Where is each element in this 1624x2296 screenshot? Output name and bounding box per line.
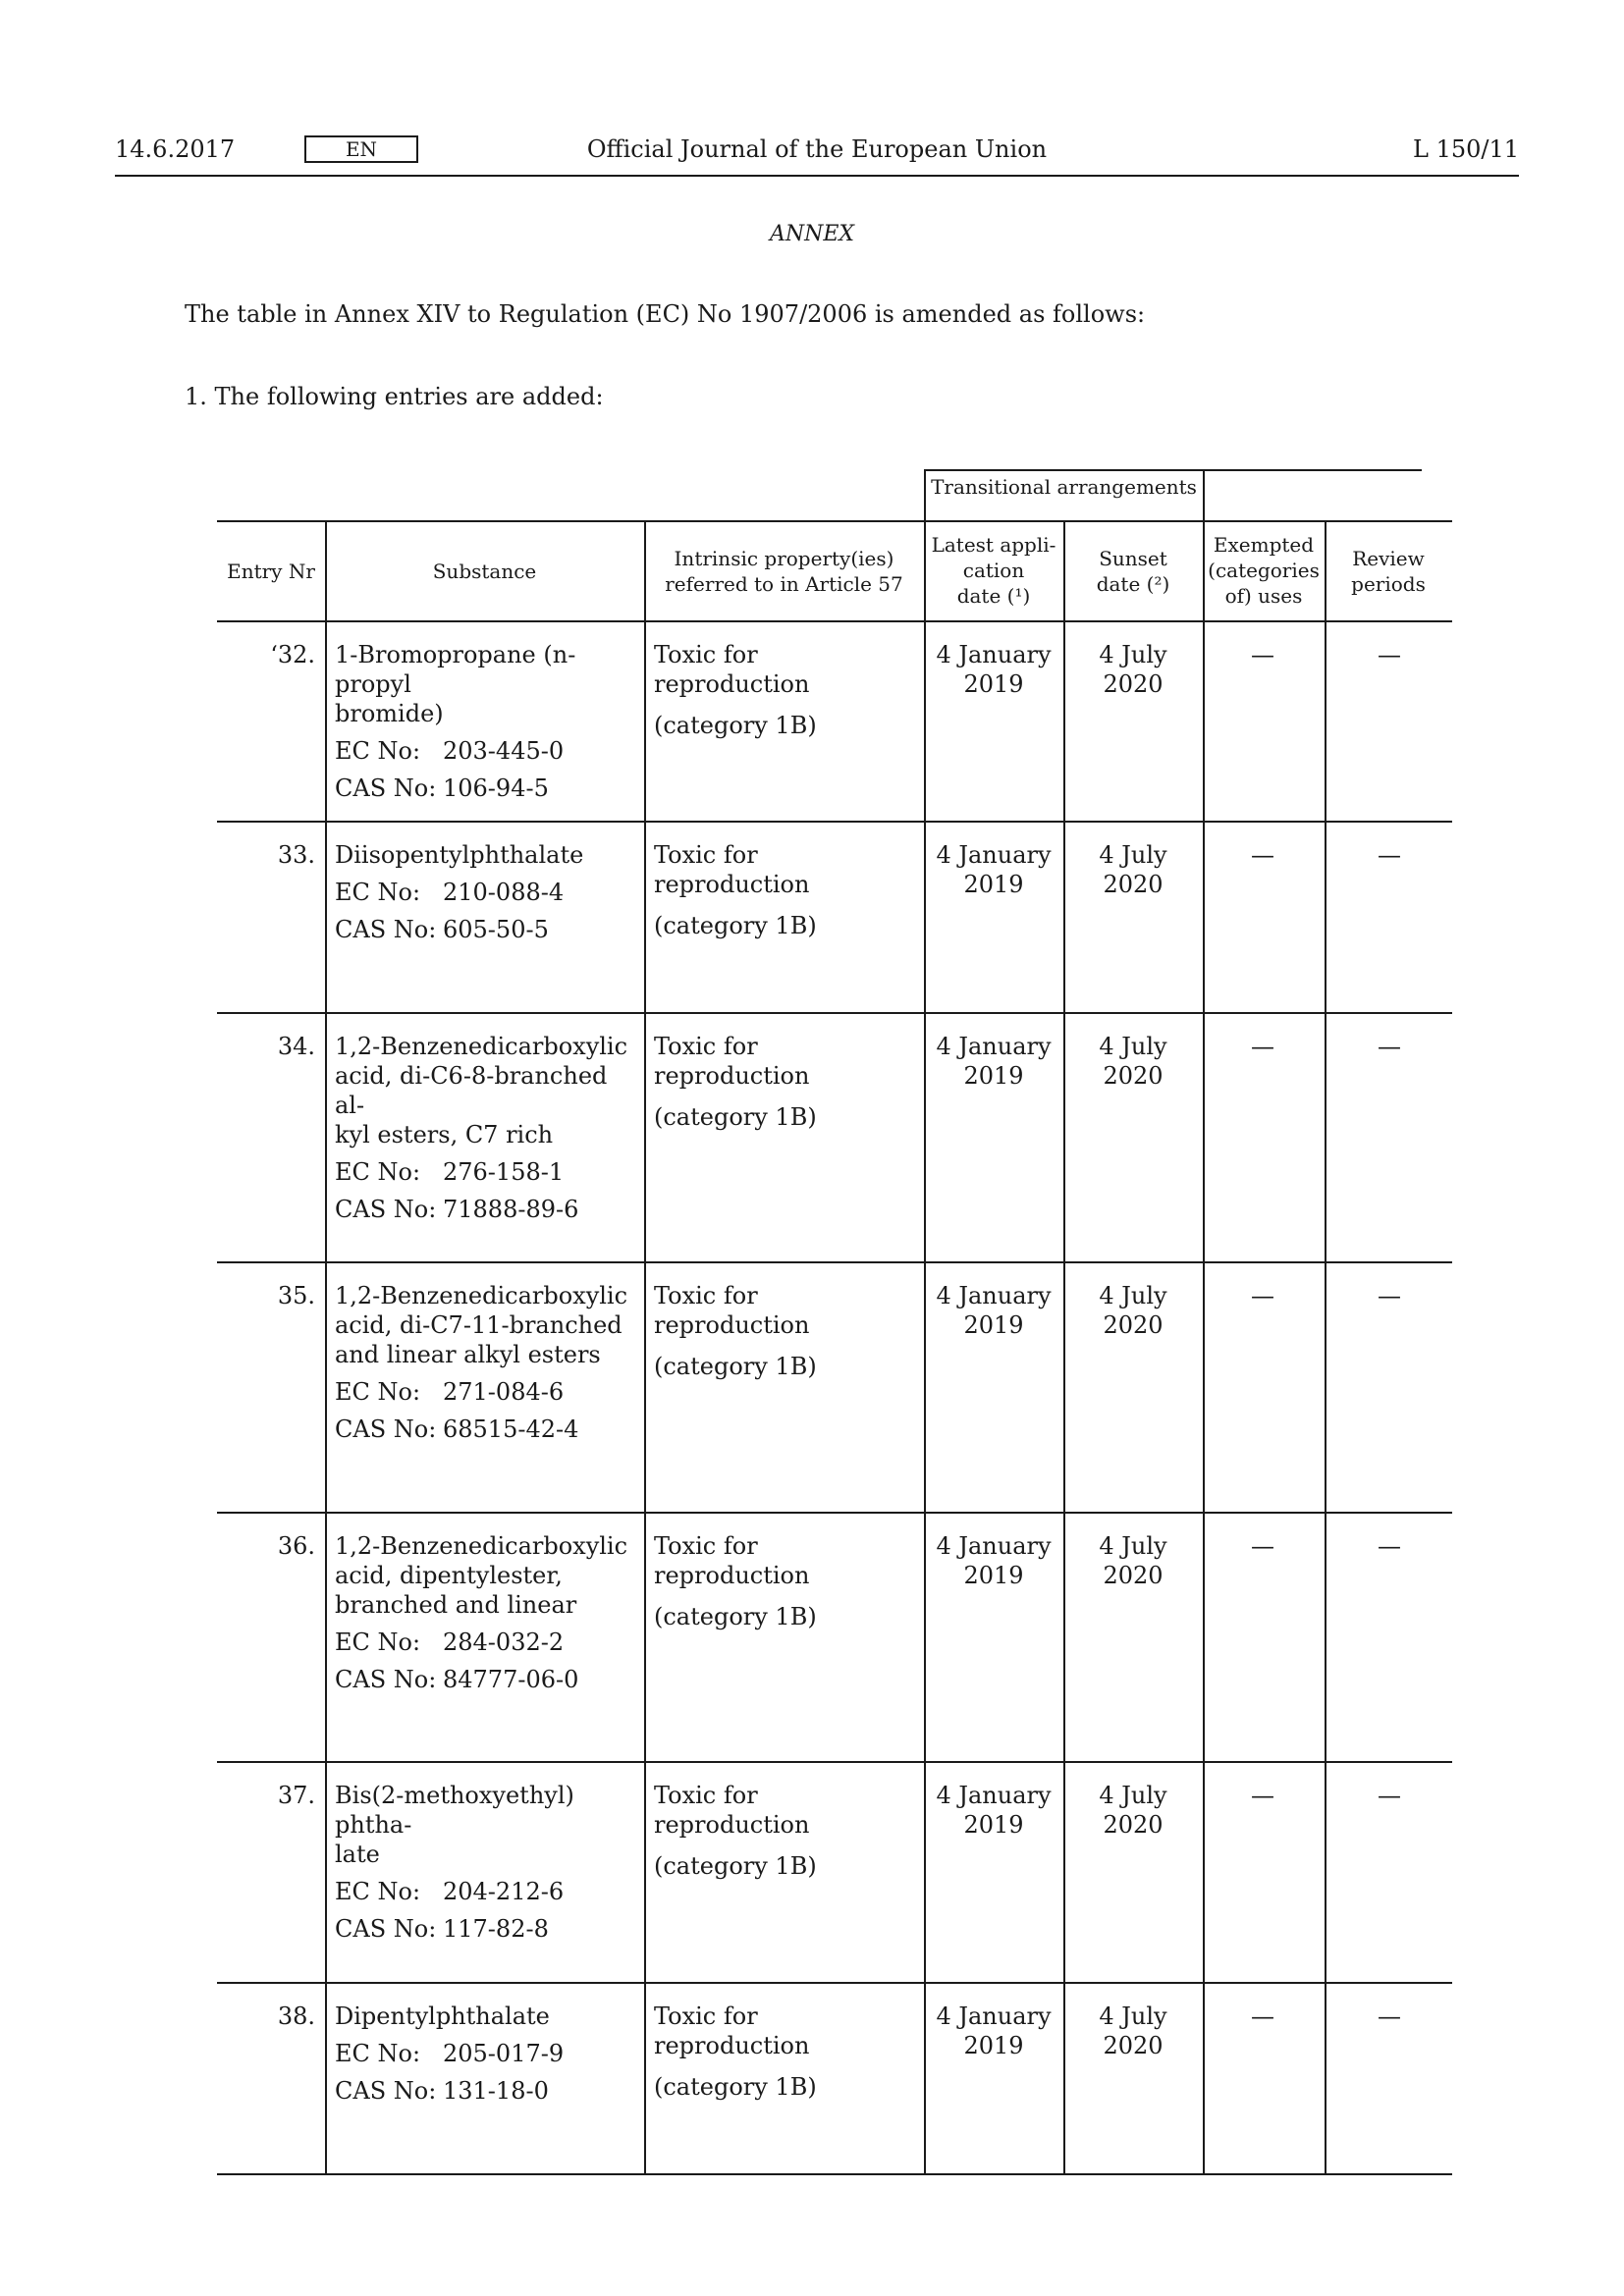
sunset-date-line: 4 July (1099, 2002, 1167, 2030)
sunset-date-line: 4 July (1099, 1782, 1167, 1809)
exempted-uses: — (1251, 2002, 1274, 2030)
publication-date: 14.6.2017 (115, 135, 236, 163)
ec-value: 284-032-2 (443, 1629, 565, 1656)
latest-application-date (924, 1281, 1063, 1340)
col-header-intrinsic-property: Intrinsic property(ies) referred to in Article 57 (665, 547, 903, 596)
row-bottom-border (217, 1982, 1452, 1984)
col-header-exempted-uses: Exempted (categories of) uses (1208, 533, 1320, 608)
ec-number (335, 1877, 634, 1906)
entry-number: 37. (277, 1782, 315, 1809)
point-1: 1. The following entries are added: (185, 383, 604, 410)
review-periods: — (1378, 641, 1401, 668)
latest-application-date-line: 2019 (963, 670, 1024, 698)
annex-table (217, 0, 1452, 2296)
sunset-date-line: 4 July (1099, 1282, 1167, 1309)
cas-number (335, 1665, 634, 1694)
col-header-substance: Substance (432, 560, 537, 583)
row-bottom-border (217, 821, 1452, 823)
substance-cell (335, 840, 634, 944)
language-badge: EN (304, 135, 418, 163)
substance-name-line: bromide) (335, 700, 444, 727)
column-divider (924, 520, 926, 2175)
sunset-date-line: 2020 (1103, 871, 1164, 898)
intrinsic-property-line: (category 1B) (654, 1103, 817, 1131)
ec-value: 210-088-4 (443, 879, 565, 906)
substance-name-line: 1-Bromopropane (n-propyl (335, 641, 576, 698)
latest-application-date (924, 640, 1063, 699)
substance-name-line: late (335, 1841, 380, 1868)
cas-label: CAS No: (335, 1415, 437, 1443)
latest-application-date-line: 2019 (963, 2032, 1024, 2059)
cas-label: CAS No: (335, 1196, 437, 1223)
review-periods: — (1378, 1282, 1401, 1309)
substance-name-line: and linear alkyl esters (335, 1341, 601, 1368)
sunset-date-line: 2020 (1103, 1811, 1164, 1839)
ec-value: 203-445-0 (443, 737, 565, 765)
ec-number (335, 1377, 634, 1407)
exempted-uses: — (1251, 1782, 1274, 1809)
cas-value: 71888-89-6 (443, 1196, 579, 1223)
sunset-date-line: 4 July (1099, 1033, 1167, 1060)
intrinsic-property-line: Toxic for reproduction (654, 1282, 810, 1339)
review-periods: — (1378, 841, 1401, 869)
page-reference: L 150/11 (1413, 135, 1519, 163)
intrinsic-property-cell (654, 840, 919, 940)
latest-application-date-line: 4 January (936, 1033, 1052, 1060)
exempted-uses: — (1251, 841, 1274, 869)
exempted-uses: — (1251, 1532, 1274, 1560)
column-divider (644, 520, 646, 2175)
group-header-top-border (924, 469, 1422, 471)
entry-number: ‘32. (270, 641, 315, 668)
substance-name-line: branched and linear (335, 1591, 577, 1619)
latest-application-date (924, 1531, 1063, 1590)
sunset-date (1063, 840, 1203, 899)
sunset-date (1063, 1281, 1203, 1340)
ec-label: EC No: (335, 1878, 421, 1905)
latest-application-date-line: 4 January (936, 1282, 1052, 1309)
exempted-uses: — (1251, 1282, 1274, 1309)
cas-label: CAS No: (335, 1666, 437, 1693)
latest-application-date-line: 2019 (963, 871, 1024, 898)
intrinsic-property-line: Toxic for reproduction (654, 1782, 810, 1839)
substance-cell (335, 2002, 634, 2106)
latest-application-date-line: 2019 (963, 1311, 1024, 1339)
latest-application-date-line: 4 January (936, 2002, 1052, 2030)
cas-number (335, 2076, 634, 2106)
substance-name-line: 1,2-Benzenedicarboxylic (335, 1532, 628, 1560)
entry-number: 36. (277, 1532, 315, 1560)
substance-name-line: 1,2-Benzenedicarboxylic (335, 1033, 628, 1060)
latest-application-date-line: 2019 (963, 1562, 1024, 1589)
latest-application-date-line: 2019 (963, 1062, 1024, 1090)
substance-cell (335, 1531, 634, 1694)
entry-number: 38. (277, 2002, 315, 2030)
cas-label: CAS No: (335, 1915, 437, 1943)
ec-number (335, 736, 634, 766)
ec-label: EC No: (335, 2040, 421, 2067)
ec-label: EC No: (335, 1629, 421, 1656)
col-header-review-periods: Review periods (1351, 547, 1426, 596)
entry-number: 34. (277, 1033, 315, 1060)
cas-number (335, 1415, 634, 1444)
intrinsic-property-line: (category 1B) (654, 912, 817, 939)
ec-number (335, 878, 634, 907)
row-bottom-border (217, 2173, 1452, 2175)
journal-title: Official Journal of the European Union (586, 135, 1048, 163)
ec-number (335, 2039, 634, 2068)
sunset-date (1063, 1781, 1203, 1840)
header-top-border (217, 520, 1452, 522)
intrinsic-property-line: Toxic for reproduction (654, 641, 810, 698)
col-header-latest-application-date: Latest appli- cation date (¹) (931, 533, 1056, 608)
cas-label: CAS No: (335, 2077, 437, 2105)
sunset-date-line: 4 July (1099, 1532, 1167, 1560)
intrinsic-property-line: Toxic for reproduction (654, 1532, 810, 1589)
sunset-date-line: 4 July (1099, 641, 1167, 668)
ec-label: EC No: (335, 879, 421, 906)
review-periods: — (1378, 1033, 1401, 1060)
substance-cell (335, 1032, 634, 1224)
intrinsic-property-line: (category 1B) (654, 2073, 817, 2101)
sunset-date (1063, 640, 1203, 699)
cas-label: CAS No: (335, 774, 437, 802)
latest-application-date-line: 4 January (936, 841, 1052, 869)
substance-name-line: acid, di-C7-11-branched (335, 1311, 623, 1339)
sunset-date (1063, 1531, 1203, 1590)
latest-application-date (924, 840, 1063, 899)
substance-name-line: acid, dipentylester, (335, 1562, 563, 1589)
header-bottom-border (217, 620, 1452, 622)
intro-paragraph: The table in Annex XIV to Regulation (EC) No 1907/2006 is amended as follows: (185, 300, 1146, 328)
sunset-date (1063, 2002, 1203, 2060)
cas-value: 131-18-0 (443, 2077, 549, 2105)
latest-application-date (924, 1032, 1063, 1091)
intrinsic-property-cell (654, 1781, 919, 1881)
intrinsic-property-line: (category 1B) (654, 1353, 817, 1380)
ec-value: 205-017-9 (443, 2040, 565, 2067)
latest-application-date (924, 2002, 1063, 2060)
intrinsic-property-line: (category 1B) (654, 712, 817, 739)
row-bottom-border (217, 1012, 1452, 1014)
ec-number (335, 1157, 634, 1187)
sunset-date-line: 2020 (1103, 1311, 1164, 1339)
latest-application-date-line: 4 January (936, 1532, 1052, 1560)
exempted-uses: — (1251, 641, 1274, 668)
intrinsic-property-cell (654, 1281, 919, 1381)
review-periods: — (1378, 1532, 1401, 1560)
cas-value: 84777-06-0 (443, 1666, 579, 1693)
cas-number (335, 1195, 634, 1224)
sunset-date-line: 2020 (1103, 2032, 1164, 2059)
ec-label: EC No: (335, 737, 421, 765)
row-bottom-border (217, 1261, 1452, 1263)
intrinsic-property-cell (654, 2002, 919, 2102)
substance-name-line: Diisopentylphthalate (335, 841, 584, 869)
substance-name-line: 1,2-Benzenedicarboxylic (335, 1282, 628, 1309)
latest-application-date-line: 4 January (936, 641, 1052, 668)
row-bottom-border (217, 1512, 1452, 1514)
intrinsic-property-cell (654, 640, 919, 740)
intrinsic-property-line: Toxic for reproduction (654, 1033, 810, 1090)
intrinsic-property-line: Toxic for reproduction (654, 2002, 810, 2059)
column-divider (1063, 520, 1065, 2175)
intrinsic-property-line: (category 1B) (654, 1852, 817, 1880)
ec-value: 276-158-1 (443, 1158, 565, 1186)
column-divider (1325, 520, 1326, 2175)
substance-cell (335, 1281, 634, 1444)
latest-application-date-line: 2019 (963, 1811, 1024, 1839)
cas-value: 106-94-5 (443, 774, 549, 802)
sunset-date-line: 2020 (1103, 1062, 1164, 1090)
row-bottom-border (217, 1761, 1452, 1763)
intrinsic-property-cell (654, 1032, 919, 1132)
cas-value: 117-82-8 (443, 1915, 549, 1943)
exempted-uses: — (1251, 1033, 1274, 1060)
intrinsic-property-cell (654, 1531, 919, 1631)
cas-value: 605-50-5 (443, 916, 549, 943)
review-periods: — (1378, 2002, 1401, 2030)
sunset-date-line: 2020 (1103, 1562, 1164, 1589)
col-header-sunset-date: Sunset date (²) (1096, 547, 1170, 596)
ec-value: 204-212-6 (443, 1878, 565, 1905)
cas-value: 68515-42-4 (443, 1415, 579, 1443)
cas-number (335, 915, 634, 944)
sunset-date (1063, 1032, 1203, 1091)
ec-number (335, 1628, 634, 1657)
intrinsic-property-line: Toxic for reproduction (654, 841, 810, 898)
cas-number (335, 1914, 634, 1944)
ec-value: 271-084-6 (443, 1378, 565, 1406)
substance-name-line: Bis(2-methoxyethyl) phtha- (335, 1782, 574, 1839)
entry-number: 33. (277, 841, 315, 869)
latest-application-date-line: 4 January (936, 1782, 1052, 1809)
entry-number: 35. (277, 1282, 315, 1309)
ec-label: EC No: (335, 1158, 421, 1186)
column-divider (1203, 520, 1205, 2175)
latest-application-date (924, 1781, 1063, 1840)
sunset-date-line: 2020 (1103, 670, 1164, 698)
annex-title: ANNEX (769, 222, 855, 246)
intrinsic-property-line: (category 1B) (654, 1603, 817, 1630)
substance-name-line: Dipentylphthalate (335, 2002, 550, 2030)
transitional-arrangements-header: Transitional arrangements (931, 475, 1197, 499)
cas-label: CAS No: (335, 916, 437, 943)
col-header-entry-nr: Entry Nr (227, 560, 315, 583)
substance-name-line: kyl esters, C7 rich (335, 1121, 554, 1148)
cas-number (335, 774, 634, 803)
substance-cell (335, 1781, 634, 1944)
substance-cell (335, 640, 634, 803)
ec-label: EC No: (335, 1378, 421, 1406)
review-periods: — (1378, 1782, 1401, 1809)
substance-name-line: acid, di-C6-8-branched al- (335, 1062, 608, 1119)
sunset-date-line: 4 July (1099, 841, 1167, 869)
column-divider (325, 520, 327, 2175)
